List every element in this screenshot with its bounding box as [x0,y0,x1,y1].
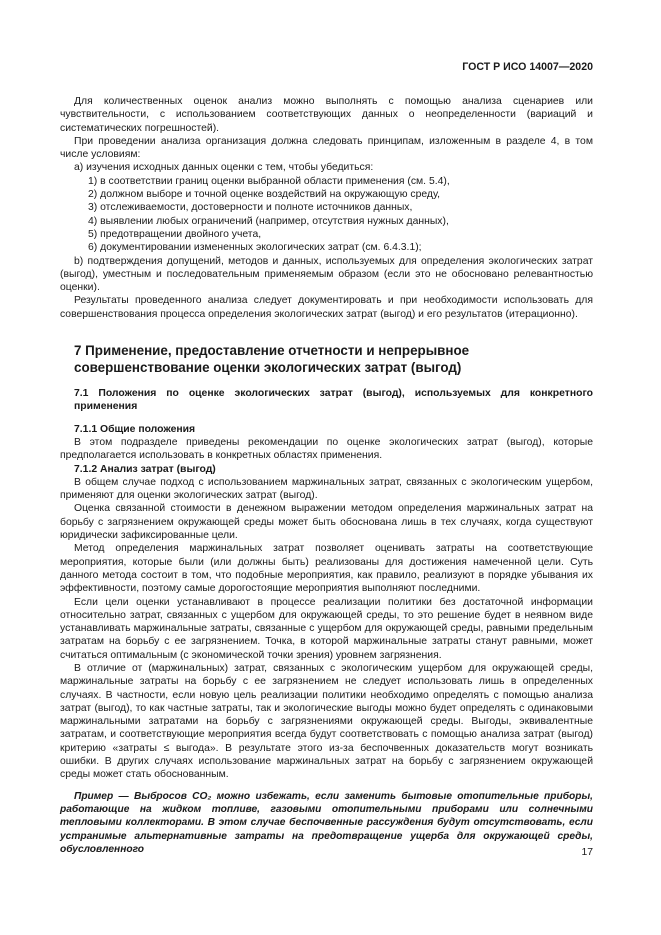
document-body [60,95,593,856]
sub-item: 4) выявлении любых ограничений (например, отсутствия нужных данных), [88,215,449,227]
example-label: Пример [74,790,114,802]
example-text: — Выбросов CO₂ можно избежать, если заменить бытовые отопительные приборы, работающие на жидком топливе, газовыми отопительными приборами или солнечными тепловыми коллекторами. В этом случае беспочвенные рассуждения будут отсутствовать, если устранимые альтернативные затраты на предотвращение ущерба для окружающей среды, обусловленного [60,790,593,855]
standard-designation: ГОСТ Р ИСО 14007—2020 [462,61,593,73]
subsection-7-1-heading: 7.1 Положения по оценке экологических затрат (выгод), используемых для конкретного применения [74,388,593,413]
list-item-a: а) изучения исходных данных оценки с тем, чтобы убедиться: [74,162,374,174]
paragraph: Метод определения маржинальных затрат позволяет оценивать затраты на соответствующие мероприятия, которые были (или должны быть) реализованы для достижения намеченной цели. Суть данного метода состоит в том, что подобные мероприятия, как правило, реализуют в порядке убывания их эффективности, поэтому самые дорогостоящие мероприятия выполняют последними. [60,543,593,595]
sub-item: 2) должном выборе и точной оценке воздействий на окружающую среду, [88,189,441,201]
list-item-b: b) подтверждения допущений, методов и данных, используемых для определения экологических затрат (выгод), уместным и последовательным применяемым образом (если это не обосновано релевантностью оценки). [60,255,593,294]
paragraph: В общем случае подход с использованием маржинальных затрат, связанных с экологическим ущербом, применяют для оценки экологических затрат (выгод). [60,476,593,502]
sub-item: 5) предотвращении двойного учета, [88,228,262,240]
subsection-7-1-2-heading: 7.1.2 Анализ затрат (выгод) [74,463,216,475]
intro-paragraph-1: Для количественных оценок анализ можно выполнять с помощью анализа сценариев или чувствительности, с использованием соответствующих данных о неопределенности (вариаций и систематических погрешностей). [60,96,593,134]
paragraph: Оценка связанной стоимости в денежном выражении методом определения маржинальных затрат на борьбу с загрязнением окружающей среды может быть обоснована лишь в тех случаях, когда существуют юридически зафиксированные цели. [60,503,593,542]
example-note [60,790,593,856]
paragraph: Если цели оценки устанавливают в процессе реализации политики без достаточной информации относительно затрат, связанных с ущербом для окружающей среды, то это решение будет в неявном виде устанавливать маржинальные затраты, связанные с ущербом для окружающей среды, равными предельным затратам на борьбу с ее загрязнением. Точка, в которой маржинальные затраты станут равными, может считаться оптимальным (с экономической точки зрения) уровнем загрязнения. [60,596,593,661]
subsection-7-1-1-text: В этом подразделе приведены рекомендации по оценке экологических затрат (выгод), которые предполагается использовать в конкретных областях применения. [60,436,593,462]
sub-item: 6) документировании измененных экологических затрат (см. 6.4.3.1); [88,242,422,254]
sub-item: 1) в соответствии границ оценки выбранной области применения (см. 5.4), [88,175,450,187]
section-7-heading-line-1: 7 Применение, предоставление отчетности и непрерывное [74,343,470,359]
section-7-heading-line-2: совершенствование оценки экологических затрат (выгод) [74,359,462,375]
subsection-7-1-1-heading: 7.1.1 Общие положения [74,423,196,435]
paragraph: В отличие от (маржинальных) затрат, связанных с экологическим ущербом для окружающей среды, маржинальные затраты на борьбу с ее загрязнением не следует использовать лишь в определенных случаях. В частности, если новую цель реализации политики необходимо определять с помощью анализа затрат (выгод), то как частные затраты, так и экологические выгоды можно будет определять с одинаковыми маржинальными затратами на борьбу с загрязнениями окружающей среды. Выгоды, эквивалентные затратам, и соответствующие мероприятия всегда будут соответствовать с помощью анализа затрат (выгод) критерию «затраты ≤ выгода». В результате этого из-за беспочвенных доказательств могут возникать ошибки. В других случаях использование маржинальных затрат на борьбу с загрязнением окружающей среды может стать обоснованным. [60,662,593,781]
section-7-heading [74,343,593,376]
page-number: 17 [581,847,593,858]
sub-item: 3) отслеживаемости, достоверности и полноте источников данных, [88,202,413,214]
intro-paragraph-2: При проведении анализа организация должна следовать принципам, изложенным в разделе 4, в том числе условиям: [60,135,593,161]
intro-paragraph-3: Результаты проведенного анализа следует документировать и при необходимости использовать для совершенствования процесса определения экологических затрат (выгод) и его результатов (итерационно). [60,295,593,320]
